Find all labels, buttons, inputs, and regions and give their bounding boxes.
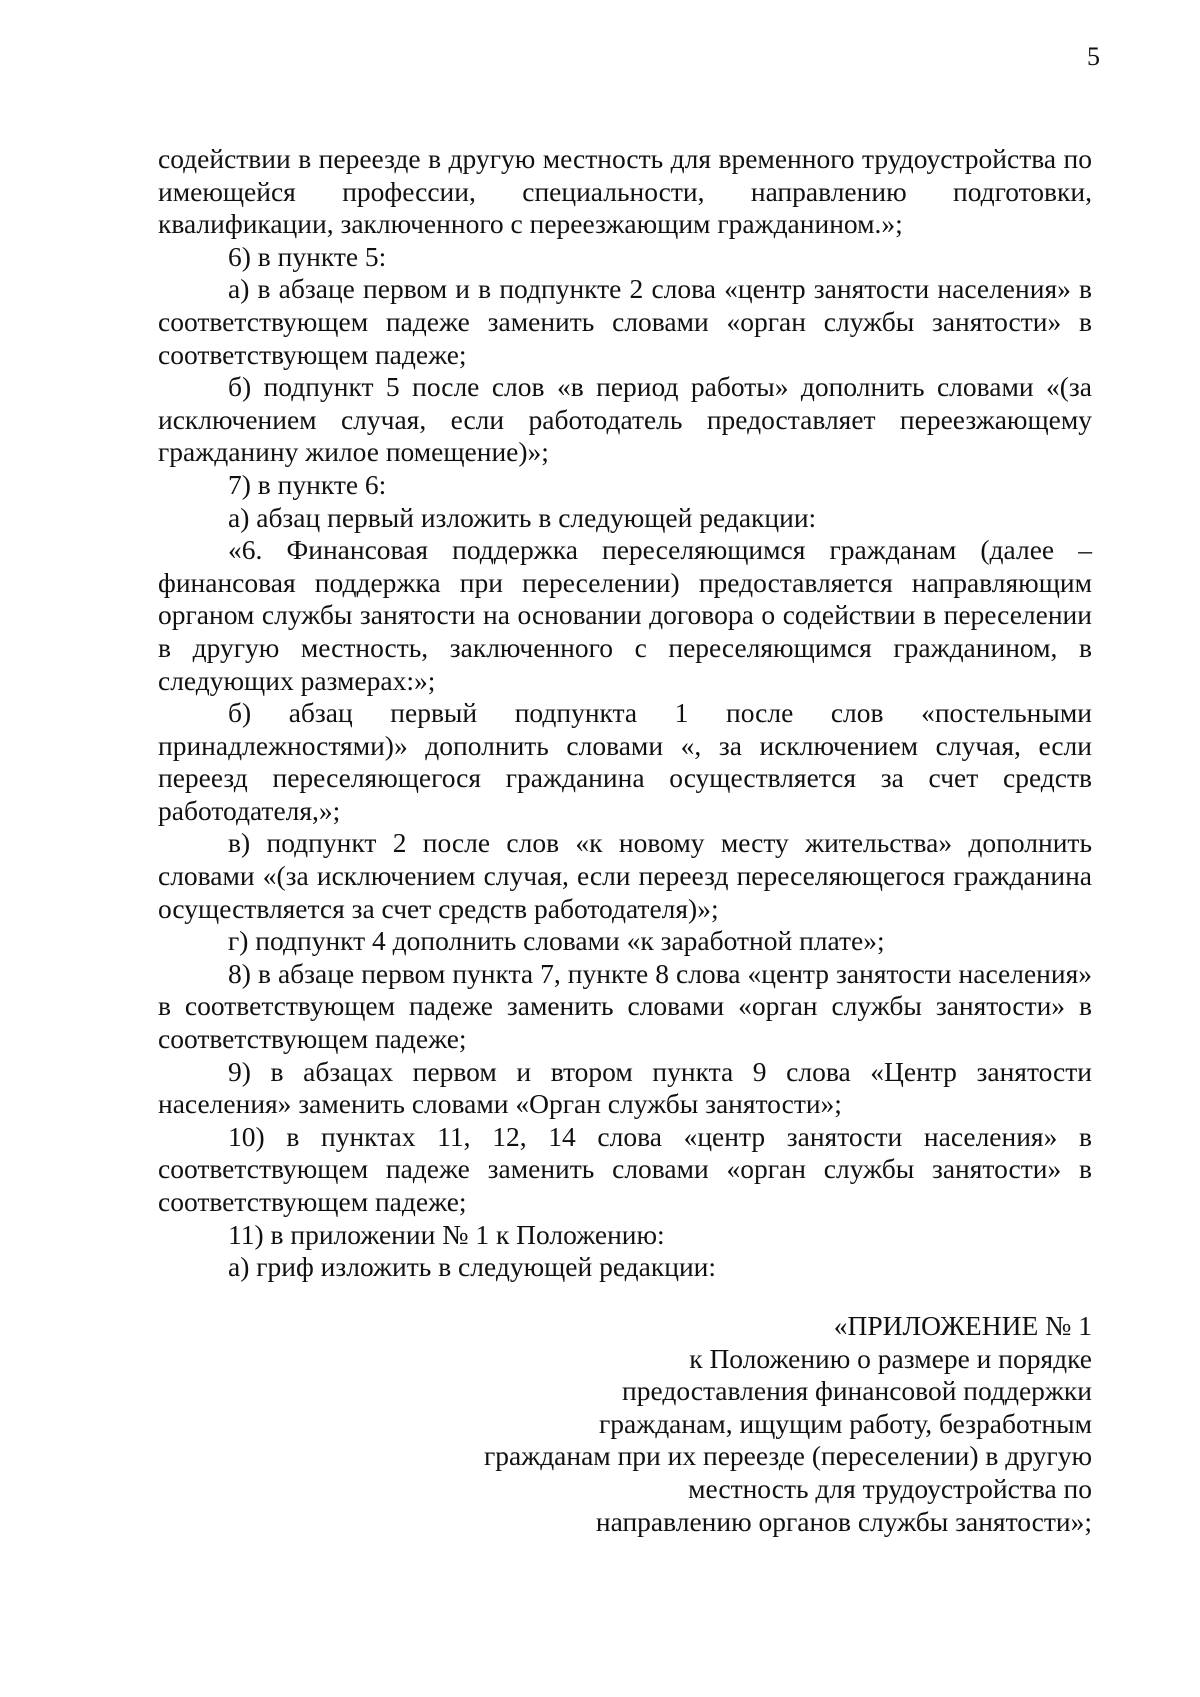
- paragraph: б) абзац первый подпункта 1 после слов «постельными принадлежностями)» дополнить словами «, за исключением случая, если переезд переселяющегося гражданина осуществляется за счет средств работодателя,»;: [158, 697, 1092, 826]
- stamp-line: «ПРИЛОЖЕНИЕ № 1: [833, 1310, 1092, 1341]
- paragraph: в) подпункт 2 после слов «к новому месту жительства» дополнить словами «(за исключением случая, если переезд переселяющегося гражданина осуществляется за счет средств работодателя)»;: [158, 827, 1092, 924]
- paragraph: б) подпункт 5 после слов «в период работы» дополнить словами «(за исключением случая, если работодатель предоставляет переезжающему гражданину жилое помещение)»;: [158, 371, 1092, 468]
- paragraph: 8) в абзаце первом пункта 7, пункте 8 слова «центр занятости населения» в соответствующем падеже заменить словами «орган службы занятости» в соответствующем падеже;: [158, 957, 1092, 1055]
- paragraph: а) гриф изложить в следующей редакции:: [228, 1251, 717, 1283]
- appendix-stamp: [380, 1310, 1092, 1538]
- stamp-line: гражданам при их переезде (переселении) в другую: [483, 1440, 1092, 1472]
- paragraph: 7) в пункте 6:: [228, 468, 387, 500]
- stamp-line: гражданам, ищущим работу, безработным: [598, 1407, 1092, 1439]
- paragraph: содействии в переезде в другую местность для временного трудоустройства по имеющейся профессии, специальности, направлению подготовки, квалификации, заключенного с переезжающим гражданином.»;: [158, 143, 1092, 240]
- paragraph: а) абзац первый изложить в следующей редакции:: [228, 501, 817, 533]
- page-number: 5: [1087, 42, 1100, 71]
- document-body: [158, 143, 1092, 1284]
- paragraph: 6) в пункте 5:: [228, 240, 387, 272]
- stamp-line: направлению органов службы занятости»;: [595, 1505, 1092, 1537]
- paragraph: 9) в абзацах первом и втором пункта 9 слова «Центр занятости населения» заменить словами «Орган службы занятости»;: [158, 1055, 1092, 1120]
- paragraph: «6. Финансовая поддержка переселяющимся гражданам (далее – финансовая поддержка при переселении) предоставляется направляющим органом службы занятости на основании договора о содействии в переселении в другую местность, заключенного с переселяющимся гражданином, в следующих размерах:»;: [158, 534, 1092, 696]
- stamp-line: местность для трудоустройства по: [688, 1472, 1092, 1504]
- paragraph: 11) в приложении № 1 к Положению:: [228, 1218, 665, 1250]
- stamp-line: предоставления финансовой поддержки: [622, 1375, 1092, 1407]
- paragraph: 10) в пунктах 11, 12, 14 слова «центр занятости населения» в соответствующем падеже заменить словами «орган службы занятости» в соответствующем падеже;: [158, 1120, 1092, 1217]
- paragraph: а) в абзаце первом и в подпункте 2 слова «центр занятости населения» в соответствующем падеже заменить словами «орган службы занятости» в соответствующем падеже;: [158, 273, 1092, 370]
- paragraph: г) подпункт 4 дополнить словами «к заработной плате»;: [228, 925, 885, 957]
- stamp-line: к Положению о размере и порядке: [689, 1342, 1092, 1374]
